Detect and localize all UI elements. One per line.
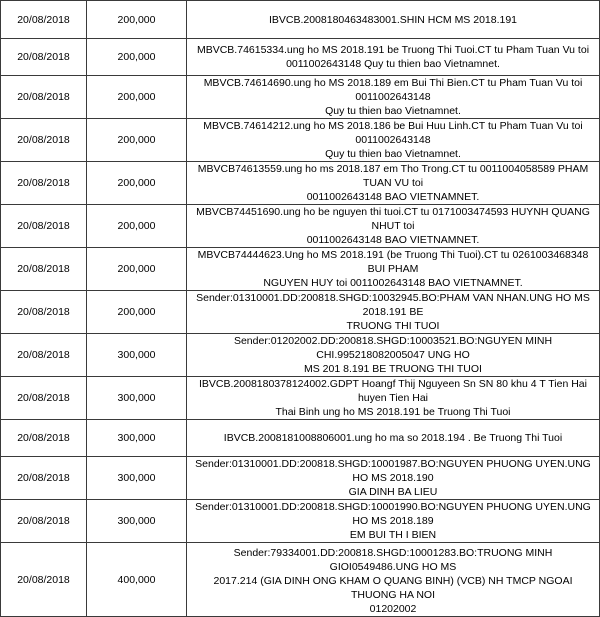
description-cell: IBVCB.2008180378124002.GDPT Hoangf Thij Nguyeen Sn SN 80 khu 4 T Tien Hai huyen Tien Hai Thai Binh ung ho MS 2018.191 be Truong Thi Tuoi <box>187 377 600 420</box>
amount-cell: 200,000 <box>87 39 187 76</box>
date-cell: 20/08/2018 <box>1 334 87 377</box>
date-cell: 20/08/2018 <box>1 162 87 205</box>
amount-cell: 300,000 <box>87 377 187 420</box>
table-row <box>1 457 600 500</box>
table-row <box>1 39 600 76</box>
description-cell: Sender:01310001.DD:200818.SHGD:10001987.BO:NGUYEN PHUONG UYEN.UNG HO MS 2018.190 GIA DINH BA LIEU <box>187 457 600 500</box>
table-row <box>1 1 600 39</box>
description-cell: MBVCB.74614212.ung ho MS 2018.186 be Bui Huu Linh.CT tu Pham Tuan Vu toi 0011002643148 Quy tu thien bao Vietnamnet. <box>187 119 600 162</box>
description-cell: MBVCB.74615334.ung ho MS 2018.191 be Truong Thi Tuoi.CT tu Pham Tuan Vu toi 0011002643148 Quy tu thien bao Vietnamnet. <box>187 39 600 76</box>
description-cell: MBVCB74444623.Ung ho MS 2018.191 (be Truong Thi Tuoi).CT tu 0261003468348 BUI PHAM NGUYEN HUY toi 0011002643148 BAO VIETNAMNET. <box>187 248 600 291</box>
description-cell: Sender:01310001.DD:200818.SHGD:10032945.BO:PHAM VAN NHAN.UNG HO MS 2018.191 BE TRUONG THI TUOI <box>187 291 600 334</box>
table-row <box>1 377 600 420</box>
table-row <box>1 76 600 119</box>
table-row <box>1 334 600 377</box>
table-row <box>1 500 600 543</box>
date-cell: 20/08/2018 <box>1 500 87 543</box>
amount-cell: 200,000 <box>87 76 187 119</box>
date-cell: 20/08/2018 <box>1 420 87 457</box>
description-cell: Sender:01310001.DD:200818.SHGD:10001990.BO:NGUYEN PHUONG UYEN.UNG HO MS 2018.189 EM BUI TH I BIEN <box>187 500 600 543</box>
date-cell: 20/08/2018 <box>1 205 87 248</box>
amount-cell: 400,000 <box>87 543 187 617</box>
description-cell: IBVCB.2008180463483001.SHIN HCM MS 2018.191 <box>187 1 600 39</box>
date-cell: 20/08/2018 <box>1 1 87 39</box>
table-row <box>1 420 600 457</box>
amount-cell: 300,000 <box>87 334 187 377</box>
description-cell: Sender:01202002.DD:200818.SHGD:10003521.BO:NGUYEN MINH CHI.995218082005047 UNG HO MS 201 8.191 BE TRUONG THI TUOI <box>187 334 600 377</box>
date-cell: 20/08/2018 <box>1 291 87 334</box>
amount-cell: 300,000 <box>87 420 187 457</box>
table-row <box>1 248 600 291</box>
date-cell: 20/08/2018 <box>1 377 87 420</box>
table-row <box>1 543 600 617</box>
amount-cell: 200,000 <box>87 291 187 334</box>
amount-cell: 300,000 <box>87 457 187 500</box>
date-cell: 20/08/2018 <box>1 76 87 119</box>
date-cell: 20/08/2018 <box>1 543 87 617</box>
description-cell: MBVCB74451690.ung ho be nguyen thi tuoi.CT tu 0171003474593 HUYNH QUANG NHUT toi 0011002643148 BAO VIETNAMNET. <box>187 205 600 248</box>
amount-cell: 200,000 <box>87 119 187 162</box>
table-row <box>1 162 600 205</box>
table-row <box>1 205 600 248</box>
amount-cell: 200,000 <box>87 162 187 205</box>
table-row <box>1 119 600 162</box>
description-cell: MBVCB.74614690.ung ho MS 2018.189 em Bui Thi Bien.CT tu Pham Tuan Vu toi 0011002643148 Quy tu thien bao Vietnamnet. <box>187 76 600 119</box>
amount-cell: 200,000 <box>87 1 187 39</box>
description-cell: Sender:79334001.DD:200818.SHGD:10001283.BO:TRUONG MINH GIOI0549486.UNG HO MS 2017.214 (GIA DINH ONG KHAM O QUANG BINH) (VCB) NH TMCP NGOAI THUONG HA NOI 01202002 <box>187 543 600 617</box>
date-cell: 20/08/2018 <box>1 39 87 76</box>
description-cell: MBVCB74613559.ung ho ms 2018.187 em Tho Trong.CT tu 0011004058589 PHAM TUAN VU toi 0011002643148 BAO VIETNAMNET. <box>187 162 600 205</box>
amount-cell: 300,000 <box>87 500 187 543</box>
date-cell: 20/08/2018 <box>1 119 87 162</box>
date-cell: 20/08/2018 <box>1 457 87 500</box>
description-cell: IBVCB.2008181008806001.ung ho ma so 2018.194 . Be Truong Thi Tuoi <box>187 420 600 457</box>
date-cell: 20/08/2018 <box>1 248 87 291</box>
table-row <box>1 291 600 334</box>
amount-cell: 200,000 <box>87 248 187 291</box>
amount-cell: 200,000 <box>87 205 187 248</box>
